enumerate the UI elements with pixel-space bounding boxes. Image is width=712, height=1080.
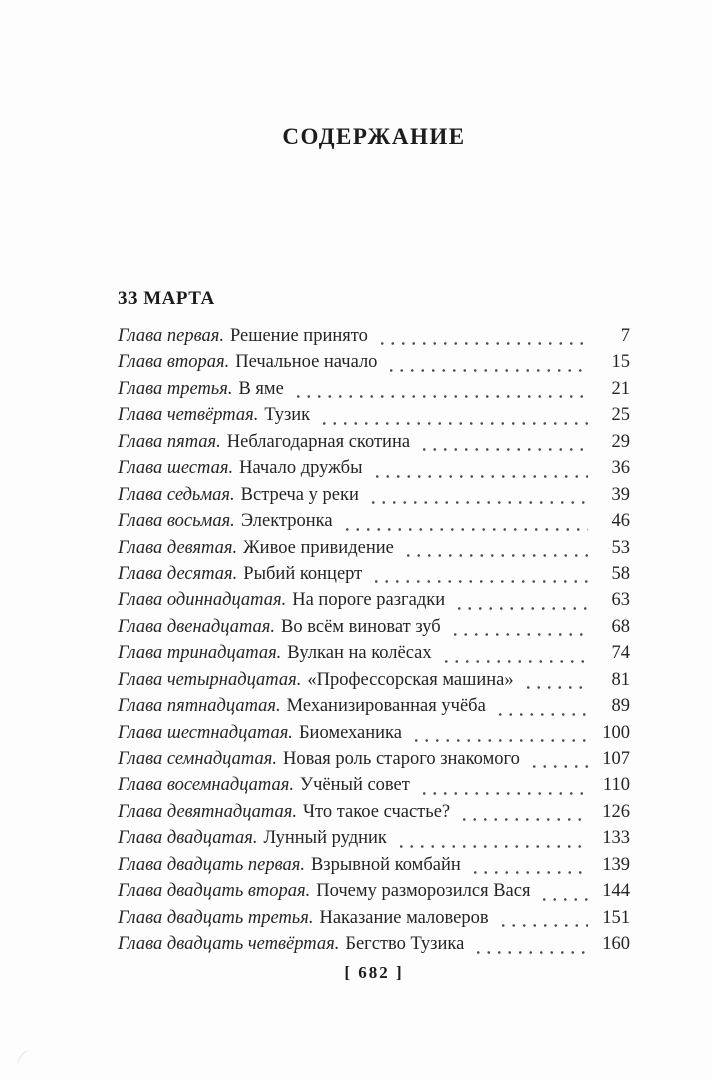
chapter-page-number: 160 bbox=[602, 934, 630, 955]
chapter-page-number: 53 bbox=[611, 537, 630, 558]
chapter-label: Глава шестая. bbox=[118, 458, 234, 479]
chapter-title: Механизированная учёба bbox=[286, 696, 486, 717]
toc-entry bbox=[118, 590, 630, 616]
toc-entry bbox=[118, 405, 630, 431]
chapter-label: Глава третья. bbox=[118, 378, 233, 399]
dot-leader bbox=[411, 739, 588, 742]
toc-entry bbox=[118, 432, 630, 458]
chapter-title: Тузик bbox=[264, 405, 311, 426]
chapter-page-number: 151 bbox=[602, 907, 630, 928]
chapter-page-number: 15 bbox=[611, 352, 630, 373]
chapter-page-number: 133 bbox=[602, 828, 630, 849]
dot-leader bbox=[454, 607, 588, 610]
chapter-title: «Профессорская машина» bbox=[307, 669, 514, 690]
toc-entry bbox=[118, 855, 630, 881]
chapter-page-number: 68 bbox=[611, 616, 630, 637]
chapter-label: Глава десятая. bbox=[118, 563, 238, 584]
chapter-title: Решение принято bbox=[229, 326, 368, 346]
toc-entry bbox=[118, 696, 630, 722]
dot-leader bbox=[450, 633, 588, 636]
chapter-page-number: 25 bbox=[611, 405, 630, 426]
dot-leader bbox=[459, 818, 588, 821]
chapter-title: На пороге разгадки bbox=[292, 590, 446, 611]
chapter-page-number: 74 bbox=[611, 643, 630, 664]
chapter-title: Наказание маловеров bbox=[319, 907, 489, 928]
dot-leader bbox=[419, 792, 588, 795]
dot-leader bbox=[342, 528, 588, 531]
dot-leader bbox=[498, 924, 588, 927]
chapter-label: Глава пятнадцатая. bbox=[118, 696, 281, 717]
toc-entry bbox=[118, 511, 630, 537]
dot-leader bbox=[377, 342, 588, 345]
toc-entry bbox=[118, 723, 630, 749]
dot-leader bbox=[495, 713, 588, 716]
chapter-page-number: 21 bbox=[611, 378, 630, 399]
chapter-label: Глава двенадцатая. bbox=[118, 616, 276, 637]
chapter-title: Новая роль старого знакомого bbox=[282, 749, 520, 769]
chapter-label: Глава четырнадцатая. bbox=[118, 669, 302, 690]
toc-entry bbox=[118, 802, 630, 828]
toc-entry bbox=[118, 749, 630, 775]
toc-entry bbox=[118, 828, 630, 854]
chapter-title: Что такое счастье? bbox=[302, 801, 451, 822]
chapter-label: Глава четвёртая. bbox=[118, 405, 259, 426]
chapter-page-number: 29 bbox=[611, 431, 630, 452]
chapter-title: В яме bbox=[238, 378, 284, 399]
dot-leader bbox=[529, 765, 588, 768]
chapter-label: Глава восьмая. bbox=[118, 511, 235, 532]
toc-entry bbox=[118, 617, 630, 643]
chapter-title: Почему разморозился Вася bbox=[316, 881, 531, 902]
chapter-page-number: 39 bbox=[611, 484, 630, 505]
chapter-page-number: 139 bbox=[602, 854, 630, 875]
dot-leader bbox=[368, 501, 588, 504]
chapter-title: Бегство Тузика bbox=[345, 934, 465, 955]
chapter-label: Глава двадцать вторая. bbox=[118, 881, 311, 902]
chapter-label: Глава первая. bbox=[118, 326, 224, 346]
dot-leader bbox=[386, 369, 588, 372]
chapter-label: Глава двадцать первая. bbox=[118, 854, 305, 875]
chapter-title: Неблагодарная скотина bbox=[226, 431, 411, 452]
chapter-page-number: 63 bbox=[611, 590, 630, 611]
chapter-page-number: 46 bbox=[611, 511, 630, 532]
chapter-title: Рыбий концерт bbox=[243, 563, 363, 584]
chapter-title: Печальное начало bbox=[235, 352, 378, 373]
chapter-title: Начало дружбы bbox=[239, 458, 363, 479]
dot-leader bbox=[441, 660, 588, 663]
chapter-label: Глава вторая. bbox=[118, 352, 230, 373]
chapter-label: Глава двадцать четвёртая. bbox=[118, 934, 340, 955]
chapter-label: Глава седьмая. bbox=[118, 484, 235, 505]
toc-entry bbox=[118, 775, 630, 801]
chapter-title: Вулкан на колёсах bbox=[287, 643, 432, 664]
dot-leader bbox=[371, 580, 588, 583]
chapter-page-number: 100 bbox=[602, 722, 630, 743]
chapter-label: Глава пятая. bbox=[118, 431, 221, 452]
chapter-label: Глава девятнадцатая. bbox=[118, 801, 297, 822]
chapter-page-number: 58 bbox=[611, 563, 630, 584]
chapter-title: Лунный рудник bbox=[263, 828, 387, 849]
dot-leader bbox=[293, 395, 588, 398]
toc-entry bbox=[118, 564, 630, 590]
dot-leader bbox=[473, 951, 588, 954]
dot-leader bbox=[419, 448, 588, 451]
toc-entry bbox=[118, 326, 630, 352]
chapter-page-number: 144 bbox=[602, 881, 630, 902]
page-content bbox=[118, 0, 630, 961]
chapter-label: Глава девятая. bbox=[118, 537, 238, 558]
toc-entry bbox=[118, 485, 630, 511]
chapter-label: Глава одиннадцатая. bbox=[118, 590, 287, 611]
toc-entry bbox=[118, 379, 630, 405]
dot-leader bbox=[523, 686, 588, 689]
scan-artifact-mark bbox=[15, 1049, 40, 1070]
toc-entry bbox=[118, 458, 630, 484]
page-number-footer: [ 682 ] bbox=[344, 963, 404, 982]
chapter-title: Электронка bbox=[240, 511, 333, 532]
dot-leader bbox=[396, 845, 588, 848]
toc-list bbox=[118, 326, 630, 961]
chapter-title: Учёный совет bbox=[300, 775, 410, 796]
toc-entry bbox=[118, 908, 630, 934]
chapter-page-number: 110 bbox=[602, 775, 630, 796]
chapter-page-number: 126 bbox=[602, 801, 630, 822]
chapter-title: Живое привидение bbox=[243, 537, 394, 558]
toc-entry bbox=[118, 643, 630, 669]
section-heading: 33 МАРТА bbox=[118, 288, 215, 309]
chapter-title: Взрывной комбайн bbox=[310, 854, 461, 875]
dot-leader bbox=[372, 475, 589, 478]
dot-leader bbox=[403, 554, 588, 557]
toc-entry bbox=[118, 538, 630, 564]
chapter-page-number: 89 bbox=[611, 696, 630, 717]
chapter-label: Глава двадцатая. bbox=[118, 828, 258, 849]
dot-leader bbox=[539, 898, 588, 901]
dot-leader bbox=[319, 422, 588, 425]
toc-entry bbox=[118, 352, 630, 378]
chapter-page-number: 81 bbox=[611, 669, 630, 690]
toc-entry bbox=[118, 881, 630, 907]
chapter-label: Глава шестнадцатая. bbox=[118, 722, 293, 743]
chapter-label: Глава тринадцатая. bbox=[118, 643, 282, 664]
chapter-title: Во всём виноват зуб bbox=[281, 616, 441, 637]
chapter-page-number: 7 bbox=[620, 326, 630, 346]
dot-leader bbox=[470, 871, 588, 874]
chapter-title: Биомеханика bbox=[298, 722, 402, 743]
chapter-label: Глава семнадцатая. bbox=[118, 749, 277, 769]
chapter-title: Встреча у реки bbox=[240, 484, 359, 505]
chapter-label: Глава двадцать третья. bbox=[118, 907, 314, 928]
chapter-page-number: 36 bbox=[611, 458, 630, 479]
toc-entry bbox=[118, 934, 630, 960]
toc-entry bbox=[118, 670, 630, 696]
page-title: СОДЕРЖАНИЕ bbox=[282, 124, 466, 149]
chapter-label: Глава восемнадцатая. bbox=[118, 775, 294, 796]
chapter-page-number: 107 bbox=[602, 749, 630, 769]
